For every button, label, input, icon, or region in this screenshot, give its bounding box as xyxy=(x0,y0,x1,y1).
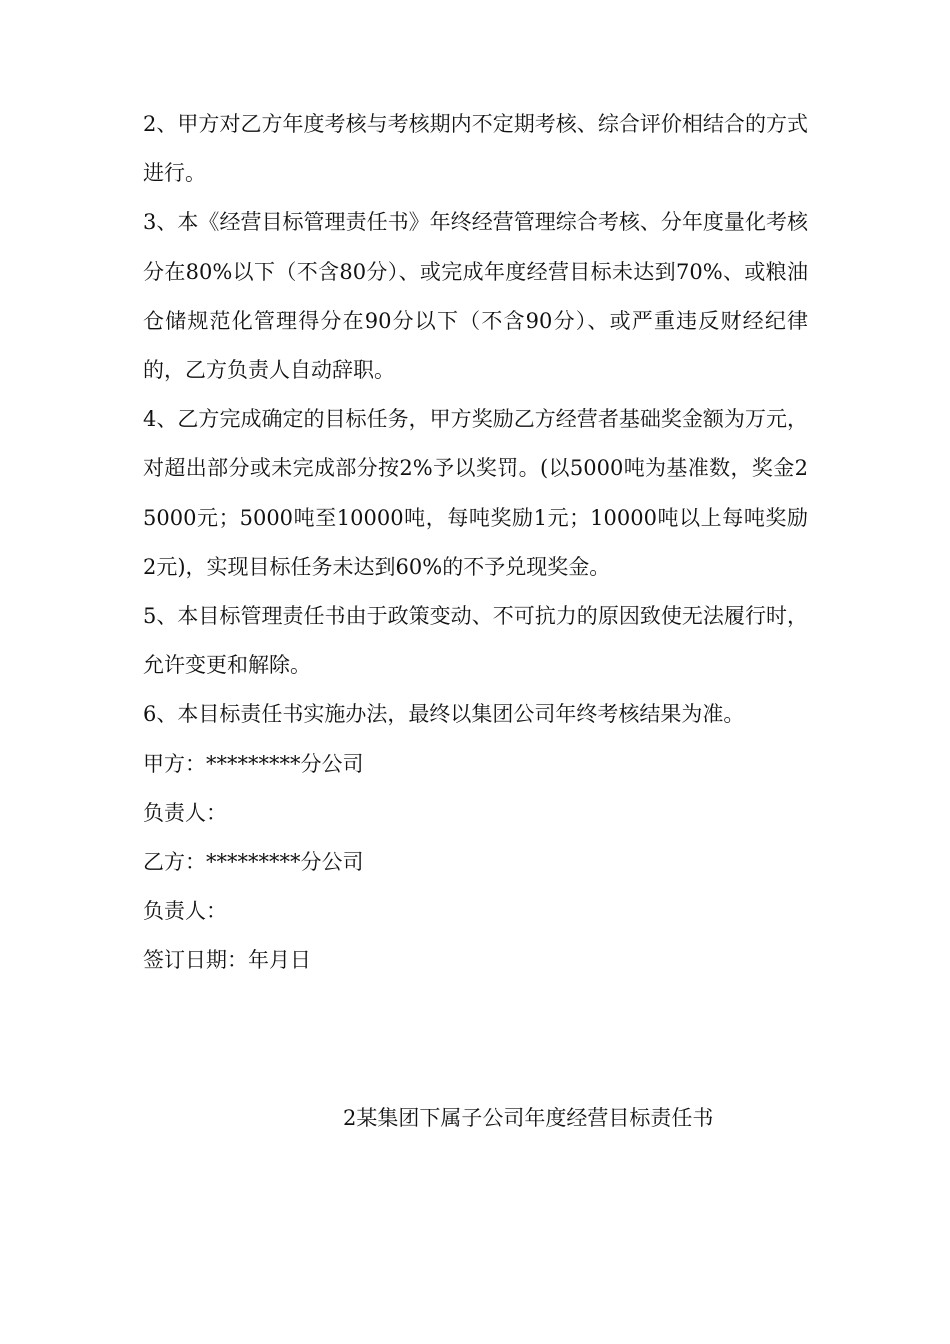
clause-4: 4、乙方完成确定的目标任务，甲方奖励乙方经营者基础奖金额为万元，对超出部分或未完成部分按2%予以奖罚。(以5000吨为基准数，奖金25000元；5000吨至10000吨，每吨奖励1元；10000吨以上每吨奖励2元)，实现目标任务未达到60%的不予兑现奖金。 xyxy=(143,407,808,579)
clause-5: 5、本目标管理责任书由于政策变动、不可抗力的原因致使无法履行时，允许变更和解除。 xyxy=(143,604,808,678)
document-body xyxy=(143,100,808,986)
party-b: 乙方：*********分公司 xyxy=(143,850,364,875)
party-b-representative: 负责人： xyxy=(143,899,227,924)
clause-6: 6、本目标责任书实施办法，最终以集团公司年终考核结果为准。 xyxy=(143,702,745,727)
signing-date: 签订日期：年月日 xyxy=(143,948,311,973)
party-a: 甲方：*********分公司 xyxy=(143,751,364,776)
next-section-title: 2某集团下属子公司年度经营目标责任书 xyxy=(343,1106,714,1130)
party-a-representative: 负责人： xyxy=(143,800,227,825)
clause-3: 3、本《经营目标管理责任书》年终经营管理综合考核、分年度量化考核分在80%以下（不含80分）、或完成年度经营目标未达到70%、或粮油仓储规范化管理得分在90分以下（不含90分）、或严重违反财经纪律的，乙方负责人自动辞职。 xyxy=(143,210,808,383)
clause-2: 2、甲方对乙方年度考核与考核期内不定期考核、综合评价相结合的方式进行。 xyxy=(143,112,808,186)
